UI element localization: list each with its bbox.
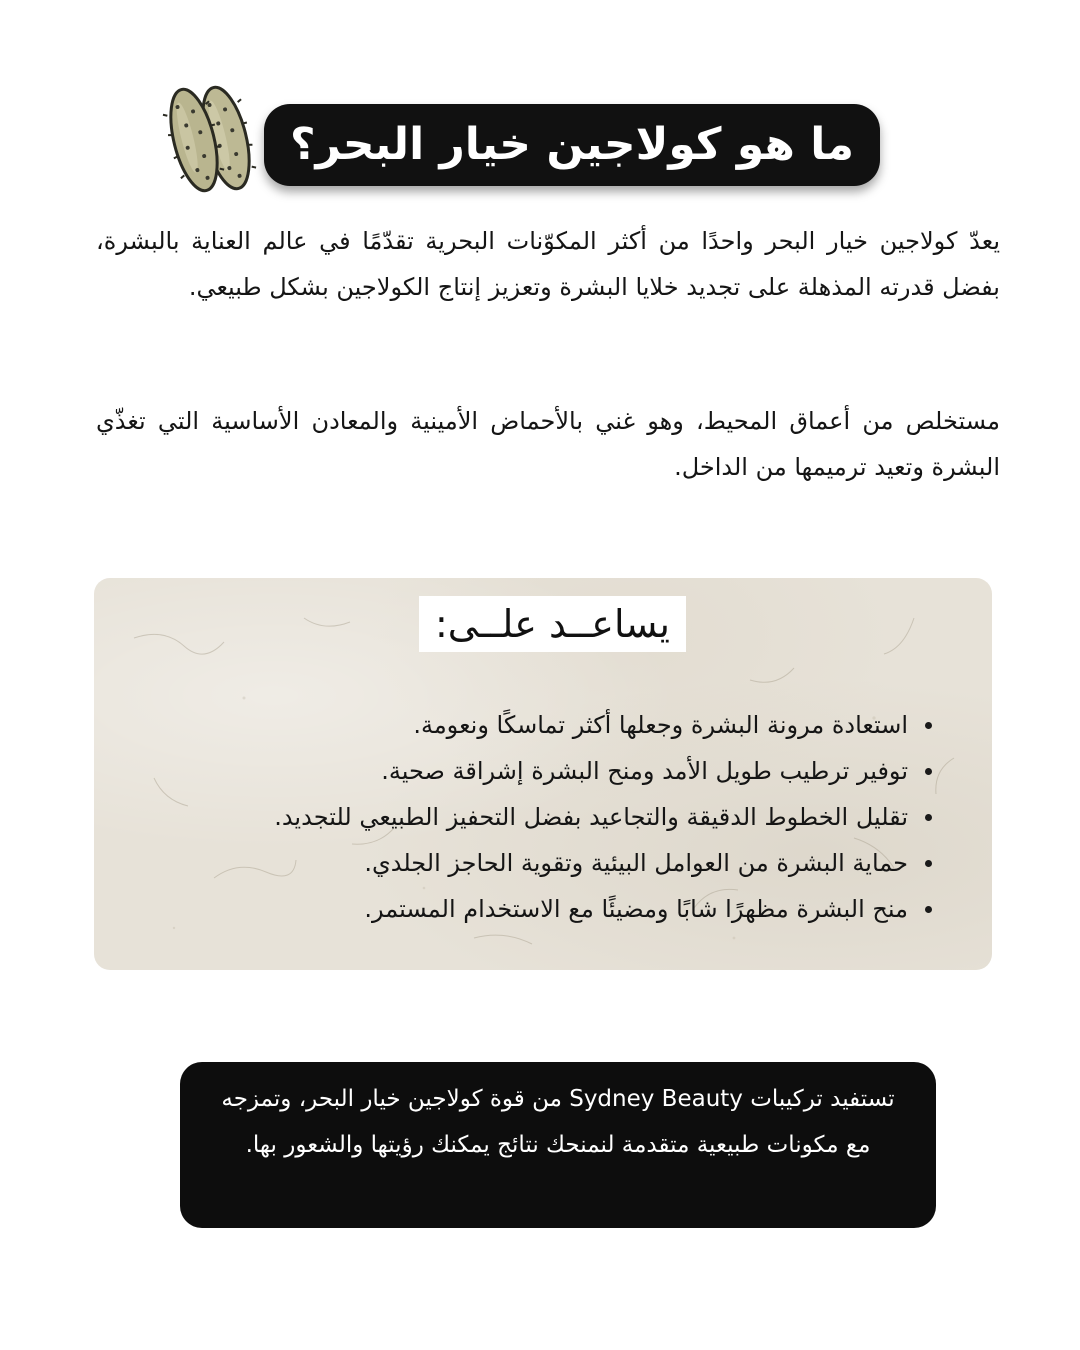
benefit-text: استعادة مرونة البشرة وجعلها أكثر تماسكًا ونعومة.: [413, 711, 908, 739]
list-item: [274, 886, 932, 932]
list-item: [274, 840, 932, 886]
title-section: [160, 78, 884, 198]
benefit-text: تقليل الخطوط الدقيقة والتجاعيد بفضل التحفيز الطبيعي للتجديد.: [274, 803, 908, 831]
bullet-icon: [925, 722, 932, 729]
list-item: [274, 702, 932, 748]
benefits-heading: يساعــد علــى:: [419, 596, 686, 652]
bullet-icon: [925, 768, 932, 775]
page-title: ما هو كولاجين خيار البحر؟: [289, 119, 855, 170]
benefit-text: توفير ترطيب طويل الأمد ومنح البشرة إشراقة صحية.: [381, 757, 908, 785]
promo-text: تستفيد تركيبات Sydney Beauty من قوة كولاجين خيار البحر، وتمزجه مع مكونات طبيعية متقدمة لنمنحك نتائج يمكنك رؤيتها والشعور بها.: [221, 1086, 895, 1158]
list-item: [274, 794, 932, 840]
intro-paragraph: يعدّ كولاجين خيار البحر واحدًا من أكثر المكوّنات البحرية تقدّمًا في عالم العناية بالبشرة، بفضل قدرته المذهلة على تجديد خلايا البشرة وتعزيز إنتاج الكولاجين بشكل طبيعي.: [96, 227, 1000, 301]
bullet-icon: [925, 906, 932, 913]
bullet-icon: [925, 860, 932, 867]
benefit-text: منح البشرة مظهرًا شابًا ومضيئًا مع الاستخدام المستمر.: [364, 895, 908, 923]
source-paragraph: مستخلص من أعماق المحيط، وهو غني بالأحماض الأمينية والمعادن الأساسية التي تغذّي البشرة وتعيد ترميمها من الداخل.: [96, 407, 1000, 481]
promo-box: [180, 1062, 936, 1228]
list-item: [274, 748, 932, 794]
benefits-box: [94, 578, 992, 970]
sea-cucumber-icon: [160, 78, 264, 198]
benefits-list: [274, 702, 932, 932]
bullet-icon: [925, 814, 932, 821]
title-pill: [264, 104, 880, 186]
benefit-text: حماية البشرة من العوامل البيئية وتقوية الحاجز الجلدي.: [364, 849, 908, 877]
